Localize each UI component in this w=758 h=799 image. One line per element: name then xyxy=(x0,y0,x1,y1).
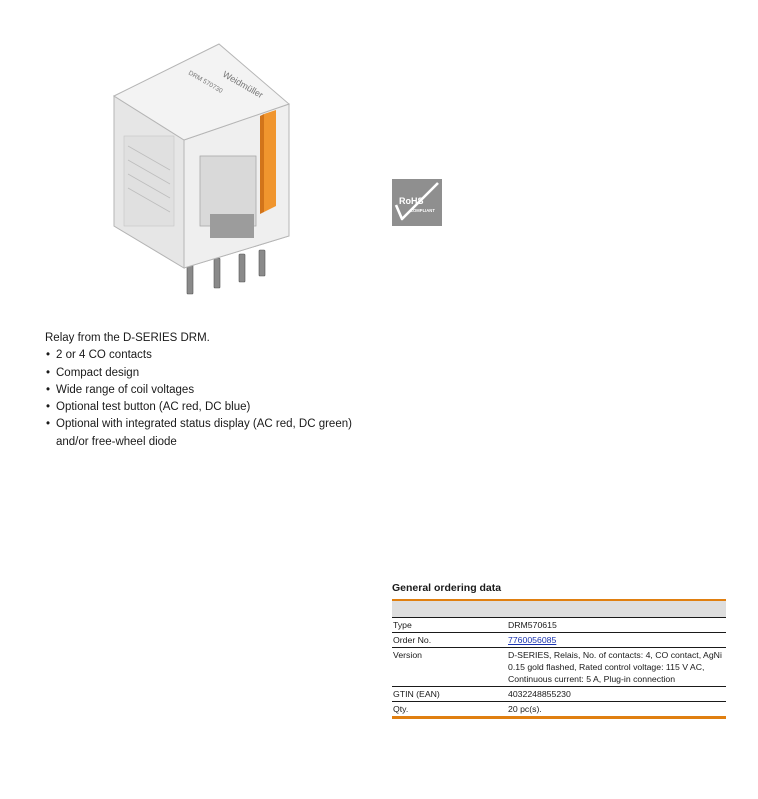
rohs-badge xyxy=(392,179,442,226)
feature-item: • Optional test button (AC red, DC blue) xyxy=(45,399,375,416)
row-value-qty: 20 pc(s). xyxy=(508,704,542,714)
rohs-label: RoHS xyxy=(399,196,424,206)
brand-print: Weidmüller xyxy=(221,69,265,101)
product-image xyxy=(104,36,304,302)
row-label-qty: Qty. xyxy=(393,704,409,714)
row-label-gtin: GTIN (EAN) xyxy=(392,687,507,702)
row-value-order-no xyxy=(507,633,726,648)
accent-rule-bottom xyxy=(392,716,726,719)
row-value-gtin: 4032248855230 xyxy=(507,687,726,702)
table-row xyxy=(392,618,726,633)
table-row xyxy=(392,687,726,702)
row-label-version: Version xyxy=(392,648,507,687)
ordering-data-section xyxy=(392,580,726,719)
table-row xyxy=(392,648,726,687)
feature-item: • Compact design xyxy=(45,365,375,382)
row-value-version: D-SERIES, Relais, No. of contacts: 4, CO contact, AgNi 0.15 gold flashed, Rated control voltage: 115 V AC, Continuous current: 5 A, Plug-in connection xyxy=(507,648,726,687)
ordering-table xyxy=(392,617,726,716)
feature-list xyxy=(45,347,375,433)
feature-item: • Optional with integrated status display (AC red, DC green) xyxy=(45,416,375,433)
order-number-link[interactable]: 7760056085 xyxy=(508,635,557,645)
feature-continuation: and/or free-wheel diode xyxy=(56,435,177,448)
model-print: DRM 570730 xyxy=(187,69,224,95)
feature-item: • 2 or 4 CO contacts xyxy=(45,347,375,364)
table-row xyxy=(392,702,726,717)
description-intro: Relay from the D-SERIES DRM. xyxy=(45,332,210,344)
feature-item: • Wide range of coil voltages xyxy=(45,382,375,399)
table-header-band xyxy=(392,601,726,617)
row-value-type: DRM570615 xyxy=(507,618,726,633)
table-row xyxy=(392,633,726,648)
product-description xyxy=(45,330,375,451)
row-label-type: Type xyxy=(392,618,507,633)
row-label-order-no: Order No. xyxy=(392,633,507,648)
rohs-compliant-label: COMPLIANT xyxy=(410,208,435,213)
ordering-title: General ordering data xyxy=(392,582,502,594)
